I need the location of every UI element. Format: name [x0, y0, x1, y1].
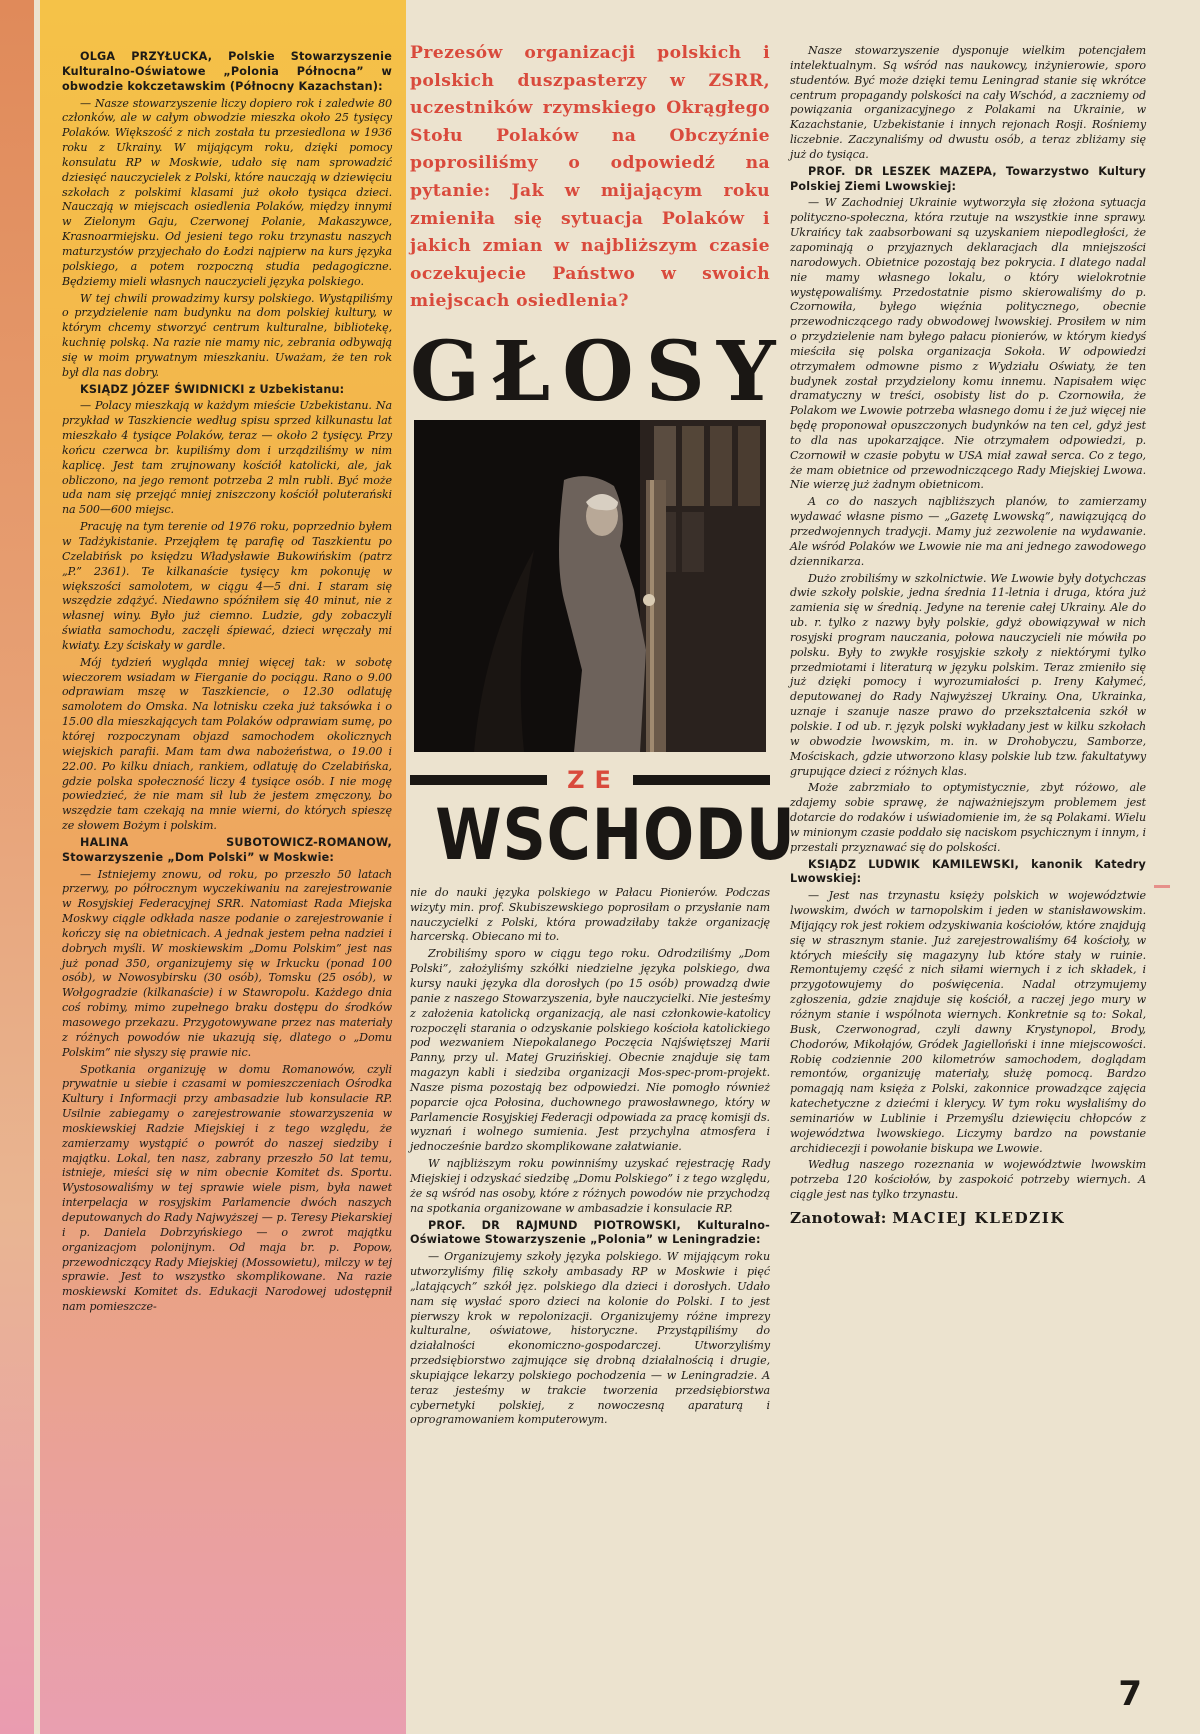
page-number: 7: [1118, 1674, 1142, 1714]
rule-left: [410, 775, 547, 785]
title-ze: ZE: [567, 765, 621, 794]
body-paragraph: — Polacy mieszkają w każdym mieście Uzbekistanu. Na przykład w Taszkiencie według spisu sprzed kilkunastu lat mieszkało 4 tysiące Polaków, teraz — około 2 tysięcy. Przy końcu czerwca br. kupiliśmy dom i urządziliśmy w nim kaplicę. Jest tam zrujnowany kościół katolicki, ale, jak obliczono, na jego remont potrzeba 2 mln rubli. Być może uda nam się przejąć mniej zniszczony kościół poluterański na 500—600 miejsc.: [62, 399, 392, 517]
title-glosy: GŁOSY: [410, 323, 788, 420]
body-paragraph: nie do nauki języka polskiego w Pałacu Pionierów. Podczas wizyty min. prof. Skubiszewskiego poprosiłam o przysłanie nam nauczycielki z Polski, która prowadziłaby także organizację harcerską. Obiecano mi to.: [410, 885, 770, 944]
left-margin-strip: [0, 0, 34, 1734]
body-paragraph: Spotkania organizuję w domu Romanowów, czyli prywatnie u siebie i czasami w pomieszczeniach Ośrodka Kultury i Informacji przy ambasadzie lub konsulacie RP. Usilnie zabiegamy o zarejestrowanie stowarzyszenia w moskiewskiej Radzie Miejskiej i z tego względu, że zamierzamy wystąpić o powrót do naszej siedziby i majątku. Lokal, ten nasz, zabrany przeszło 50 lat temu, istnieje, mieści się w nim obecnie Komitet ds. Sportu. Wystosowaliśmy w tej sprawie wiele pism, była nawet interpelacja w rosyjskim Parlamencie dwóch naszych deputowanych do Rady Najwyższej — p. Teresy Piekarskiej i p. Daniela Dobrzyńskiego — o zwrot majątku organizacjom polonijnym. Od maja br. p. Popow, przewodniczący Rady Miejskiej (Mossowietu), milczy w tej sprawie. Jest to wszystko skomplikowane. Na razie moskiewski Komitet ds. Edukacji Narodowej udostępnił nam pomieszcze-: [62, 1062, 392, 1314]
column-2-text: [410, 886, 770, 1428]
body-paragraph: Według naszego rozeznania w województwie lwowskim potrzeba 120 kościołów, by zaspokoić potrzeby wiernych. A ciągle jest nas tylko trzynastu.: [790, 1158, 1146, 1202]
speaker-heading: PROF. DR RAJMUND PIOTROWSKI, Kulturalno-Oświatowe Stowarzyszenie „Polonia” w Leningradzie:: [410, 1218, 770, 1247]
column-1-text: [62, 48, 392, 1317]
body-paragraph: W tej chwili prowadzimy kursy polskiego. Wystąpiliśmy o przydzielenie nam budynku na dom polskiej kultury, w którym chcemy stworzyć centrum kulturalne, bibliotekę, kuchnię polską. Na razie nie mamy nic, zebrania odbywają się w moim prywatnym mieszkaniu. Uważam, że ten rok był dla nas dobry.: [62, 291, 392, 379]
speaker-heading: OLGA PRZYŁUCKA, Polskie Stowarzyszenie Kulturalno-Oświatowe „Polonia Północna” w obwodzie kokczetawskim (Północny Kazachstan):: [62, 50, 392, 93]
rule-right: [633, 775, 770, 785]
body-paragraph: — Istniejemy znowu, od roku, po przeszło 50 latach przerwy, po półrocznym wyczekiwaniu na zarejestrowanie w Rosyjskiej Federacyjnej SRR. Natomiast Rada Miejska Moskwy ciągle odkłada nasze podanie o zarejestrowanie i kończy się na obietnicach. A jednak jestem pełna nadziei i dobrych myśli. W moskiewskim „Domu Polskim” jest nas już ponad 350, organizujemy się w Irkucku (ponad 100 osób), w Nowosybirsku (30 osób), Tomsku (25 osób), w Wołgogradzie (kilkanaście) i w Stawropolu. Każdego dnia coś robimy, mimo zupełnego braku dostępu do środków masowego przekazu. Przygotowywane przez nas materiały z różnych powodów nie ukazują się, dlatego o „Domu Polskim” nie słyszy się prawie nic.: [62, 867, 392, 1059]
body-paragraph: A co do naszych najbliższych planów, to zamierzamy wydawać własne pismo — „Gazetę Lwowską”, nawiązującą do przedwojennych tradycji. Mamy już zezwolenie na wydawanie. Ale wśród Polaków we Lwowie nie ma ani jednego zawodowego dziennikarza.: [790, 495, 1146, 568]
article-photo: [414, 420, 766, 752]
column-right: [790, 44, 1146, 1227]
speaker-heading: KSIĄDZ JÓZEF ŚWIDNICKI z Uzbekistanu:: [80, 382, 345, 396]
body-paragraph: Pracuję na tym terenie od 1976 roku, poprzednio byłem w Tadżykistanie. Przejąłem tę parafię od Taszkientu po Czelabińsk po księdzu Władysławie Bukowińskim (patrz „P.” 2361). Te kilkanaście tysięcy km pokonuję w większości samolotem, w ciągu 4—5 dni. I staram się wszędzie zdążyć. Niedawno spóźniłem się 40 minut, nie z własnej winy. Było już ciemno. Ludzie, gdy zobaczyli światła samochodu, zaczęli śpiewać, dzieci wręczały mi kwiaty. Łzy ściskały w gardle.: [62, 520, 392, 652]
body-paragraph: Dużo zrobiliśmy w szkolnictwie. We Lwowie były dotychczas dwie szkoły polskie, jedna średnia 11-letnia i druga, która już zamienia się w średnią. Jedyne na terenie całej Ukrainy. Ale do ub. r. tylko z nazwy były polskie, gdyż obowiązywał w nich rosyjski program nauczania, połowa nauczycieli nie mówiła po polsku. Były to zwykłe rosyjskie szkoły z niektórymi tylko przedmiotami i literaturą w języku polskim. Teraz zmieniło się już dzięki pomocy i wyrozumiałości p. Ireny Kałymeć, deputowanej do Rady Najwyższej Ukrainy. Ona, Ukrainka, uznaje i szanuje nasze prawo do przekształcenia szkół w polskie. I od ub. r. język polski wykładany jest w kilku szkołach w obwodzie lwowskim, m. in. w Drohobyczu, Samborze, Mościskach, gdzie utworzono klasy polskie lub tzw. fakultatywy grupujące dzieci z różnych klas.: [790, 571, 1146, 778]
body-paragraph: W najbliższym roku powinniśmy uzyskać rejestrację Rady Miejskiej i odzyskać siedzibę „Domu Polskiego” i z tego względu, że są wśród nas osoby, które z różnych powodów nie przychodzą na spotkania organizowane w ambasadzie i konsulacie RP.: [410, 1157, 770, 1215]
title-wschodu: WSCHODU: [435, 793, 796, 876]
intro-question: Prezesów organizacji polskich i polskich duszpasterzy w ZSRR, uczestników rzymskiego Okrągłego Stołu Polaków na Obczyźnie poprosiliśmy o odpowiedź na pytanie: Jak w mijającym roku zmieniła się sytuacja Polaków i jakich zmian w najbliższym czasie oczekujecie Państwo w swoich miejscach osiedlenia?: [410, 43, 770, 312]
margin-pencil-mark: [1154, 885, 1170, 888]
body-paragraph: — Jest nas trzynastu księży polskich w województwie lwowskim, dwóch w tarnopolskim i jeden w stanisławowskim. Mijający rok jest rokiem odzyskiwania kościołów, które znajdują się w strasznym stanie. Już zarejestrowaliśmy 64 kościoły, w których mieściły się magazyny lub które stały w ruinie. Remontujemy część z nich siłami wiernych i z ich składek, i przygotowujemy do poświęcenia. Nadal otrzymujemy zgłoszenia, gdzie znajduje się kościół, a raczej jego mury w różnym stanie i wspólnota wiernych. Konkretnie są to: Sokal, Busk, Czerwonograd, czyli dawny Krystynopol, Brody, Chodorów, Mikołajów, Gródek Jagielloński i inne miejscowości. Robię codziennie 200 kilometrów samochodem, doglądam remontów, organizuję materiały, służę pomocą. Bardzo pomagają nam księża z Polski, zakonnice prowadzące zajęcia katechetyczne z dziećmi i klerycy. W tym roku wysłaliśmy do seminariów w Lublinie i Przemyślu dziewięciu chłopców z województwa lwowskiego. Liczymy bardzo na powstanie archidiecezji i powołanie biskupa we Lwowie.: [790, 889, 1146, 1155]
speaker-heading: KSIĄDZ LUDWIK KAMILEWSKI, kanonik Katedry Lwowskiej:: [790, 857, 1146, 886]
body-paragraph: — Nasze stowarzyszenie liczy dopiero rok i zaledwie 80 członków, ale w całym obwodzie mieszka około 25 tysięcy Polaków. Większość z nich została tu przesiedlona w 1936 roku z Ukrainy. W mijającym roku, dzięki pomocy konsulatu RP w Moskwie, udało się nam sprowadzić dziesięć nauczycielek z Polski, które nauczają w dziewięciu szkołach z polskimi klasami już około tysiąca dzieci. Nauczają w miejscach osiedlenia Polaków, między innymi w Zielonym Gaju, Czerwonej Polanie, Makaszywce, Krasnoarmiejsku. Od jesieni tego roku trzynastu naszych maturzystów przyjechało do Łodzi najpierw na kurs języka polskiego, a potem rozpoczną studia pedagogiczne. Będziemy mieli własnych nauczycieli języka polskiego.: [62, 96, 392, 288]
body-paragraph: — W Zachodniej Ukrainie wytworzyła się złożona sytuacja polityczno-społeczna, która rzutuje na wszystkie inne sprawy. Ukraińcy tak zaabsorbowani są uzyskaniem niepodległości, że zapominają o przyjaznych deklaracjach dla mniejszości narodowych. Obietnice pozostają bez pokrycia. I dlatego nadal nie mamy własnego lokalu, o który wielokrotnie występowaliśmy. Przedostatnie pismo skierowaliśmy do p. Czornowiła, byłego więźnia politycznego, obecnie przewodniczącego rady obwodowej lwowskiej. Prosiłem w nim o przydzielenie nam byłego pałacu pionierów, w którym kiedyś mieściła się polska organizacja Sokoła. W odpowiedzi otrzymałem odmowne pismo z Wydziału Oświaty, że ten budynek został przydzielony komu innemu. Napisałem więc dramatyczny w treści, osobisty list do p. Czornowiła, że Polakom we Lwowie potrzeba własnego domu i że już więcej nie będę proponował opuszczonych budynków na ten cel, gdyż jest to dla nas upokarzające. Nie otrzymałem odpowiedzi, p. Czornowił w czasie pobytu w USA miał zawał serca. Co z tego, że mam obietnice od przewodniczącego Rady Miejskiej Lwowa. Nie wierzę już żadnym obietnicom.: [790, 196, 1146, 492]
signature: [790, 1209, 1146, 1227]
speaker-heading: HALINA SUBOTOWICZ-ROMANOW, Stowarzyszenie „Dom Polski” w Moskwie:: [62, 835, 392, 864]
body-paragraph: Mój tydzień wygląda mniej więcej tak: w sobotę wieczorem wsiadam w Fierganie do pociągu. Rano o 9.00 odprawiam mszę w Taszkiencie, o 12.30 odlatuję samolotem do Omska. Na lotnisku czeka już taksówka i o 15.00 dla mieszkających tam Polaków odprawiam sumę, po której rozpoczynam objazd samochodem okolicznych wiejskich parafii. Mam tam dwa nabożeństwa, o 19.00 i 22.00. Po kilku dniach, rankiem, odlatuję do Czelabińska, gdzie polska społeczność liczy 4 tysiące osób. I nie mogę powiedzieć, że nie mam sił lub że jestem zmęczony, bo wszędzie tam czekają na mnie wierni, do których spieszę ze słowem Bożym i polskim.: [62, 655, 392, 833]
column-left-colored: [40, 0, 406, 1734]
body-paragraph: Zrobiliśmy sporo w ciągu tego roku. Odrodziliśmy „Dom Polski”, założyliśmy szkółki niedzielne języka polskiego, dwa kursy nauki języka dla dorosłych (po 15 osób) prowadzą dwie panie z naszego Stowarzyszenia, byłe nauczycielki. Nie jesteśmy z założenia katolicką organizacją, ale nasi członkowie-katolicy rozpoczęli starania o odzyskanie polskiego kościoła katolickiego pod wezwaniem Niepokalanego Poczęcia Najświętszej Marii Panny, przy ul. Matej Gruzińskiej. Obecnie znajduje się tam magazyn kabli i siedziba organizacji Mos-spec-prom-projekt. Nasze pisma pozostają bez odpowiedzi. Nie pomogło również poparcie ojca Połosina, duchownego prawosławnego, który w Parlamencie Rosyjskiej Federacji odpowiada za pracę komisji ds. wyznań i wolnego sumienia. Jest przychylna atmosfera i jednocześnie bardzo skomplikowane załatwianie.: [410, 947, 770, 1154]
body-paragraph: Może zabrzmiało to optymistycznie, zbyt różowo, ale zdajemy sobie sprawę, że najważniejszym problemem jest dotarcie do rodaków i uświadomienie im, że są Polakami. Wielu w minionym czasie poddało się naciskom psychicznym i innym, i przestali przyznawać się do polskości.: [790, 781, 1147, 854]
column-3-text: [790, 44, 1146, 1203]
title-ze-row: [410, 765, 770, 794]
body-paragraph: Nasze stowarzyszenie dysponuje wielkim potencjałem intelektualnym. Są wśród nas naukowcy, inżynierowie, sporo studentów. Być może dzięki temu Leningrad stanie się wkrótce centrum propagandy polskości na cały Wschód, a zaczniemy od powiązania organizacyjnego z Polakami na Ukrainie, w Kazachstanie, Uzbekistanie i innych rejonach Rosji. Rośniemy liczebnie. Zaczynaliśmy od dwustu osób, a teraz zbliżamy się już do tysiąca.: [790, 44, 1146, 161]
photo-illustration: [414, 420, 766, 752]
body-paragraph: — Organizujemy szkoły języka polskiego. W mijającym roku utworzyliśmy filię szkoły ambasady RP w Moskwie i pięć „latających” szkół jęz. polskiego dla dzieci i dorosłych. Udało nam się wysłać sporo dzieci na kolonie do Polski. I to jest pierwszy krok w repolonizacji. Organizujemy różne imprezy kulturalne, oświatowe, historyczne. Przystąpiliśmy do działalności ekonomiczno-gospodarczej. Utworzyliśmy przedsiębiorstwo zajmujące się drobną działalnością i drugie, skupiające lekarzy polskiego pochodzenia — w Leningradzie. A teraz jesteśmy w trakcie tworzenia przedsiębiorstwa cybernetyki polskiej, z nowoczesną aparaturą i oprogramowaniem komputerowym.: [410, 1250, 770, 1427]
signature-name: MACIEJ KLEDZIK: [892, 1208, 1066, 1227]
signature-label: Zanotował:: [790, 1208, 887, 1227]
column-center: [410, 40, 796, 1430]
speaker-heading: PROF. DR LESZEK MAZEPA, Towarzystwo Kultury Polskiej Ziemi Lwowskiej:: [790, 164, 1146, 193]
